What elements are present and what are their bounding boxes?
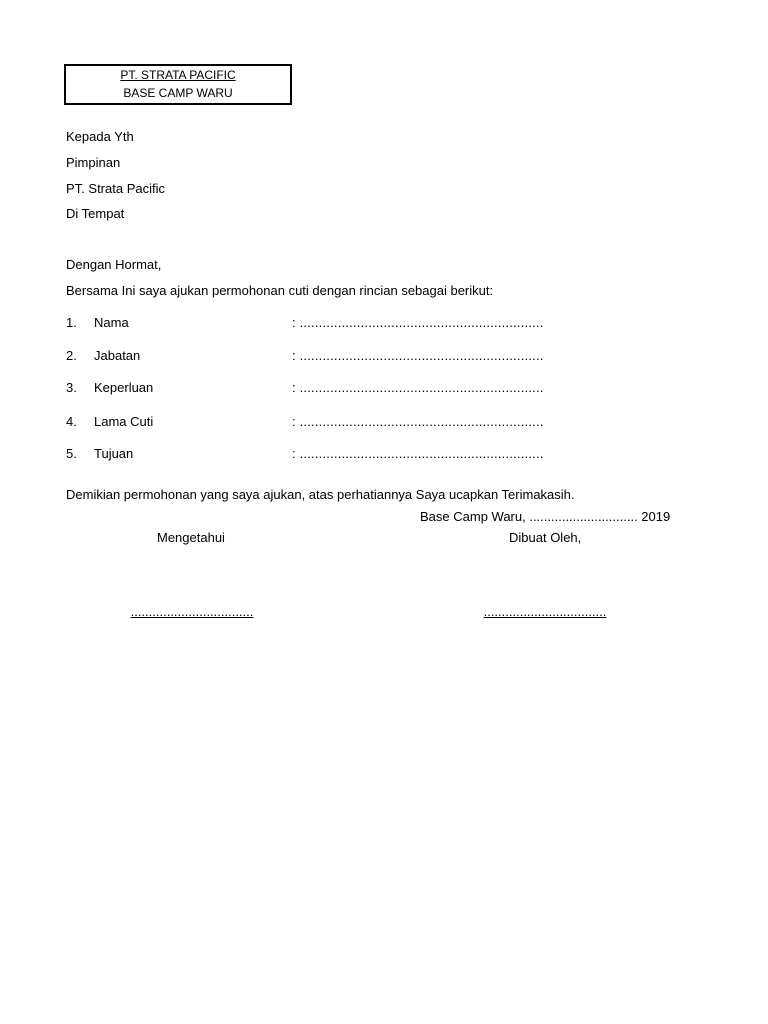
recipient-line-1: Kepada Yth: [66, 129, 134, 144]
field-label-keperluan: Keperluan: [94, 380, 154, 395]
place-date-line: Base Camp Waru, .............................. 2019: [420, 509, 671, 524]
company-name: PT. STRATA PACIFIC: [120, 68, 236, 82]
field-label-nama: Nama: [94, 315, 129, 330]
greeting: Dengan Hormat,: [66, 257, 162, 272]
field-fill-lama-cuti: : ................................................................: [292, 414, 544, 429]
closing-paragraph: Demikian permohonan yang saya ajukan, atas perhatiannya Saya ucapkan Terimakasih.: [66, 487, 575, 502]
field-number: 4.: [66, 414, 77, 429]
field-fill-keperluan: : ................................................................: [292, 380, 544, 395]
field-label-lama-cuti: Lama Cuti: [94, 414, 154, 429]
recipient-line-4: Di Tempat: [66, 206, 125, 221]
made-by-label: Dibuat Oleh,: [509, 530, 582, 545]
signature-line-left: ..................................: [130, 604, 254, 619]
field-fill-tujuan: : ................................................................: [292, 446, 544, 461]
recipient-line-3: PT. Strata Pacific: [66, 181, 165, 196]
field-number: 3.: [66, 380, 77, 395]
field-number: 2.: [66, 348, 77, 363]
field-fill-jabatan: : ................................................................: [292, 348, 544, 363]
field-label-tujuan: Tujuan: [94, 446, 134, 461]
recipient-line-2: Pimpinan: [66, 155, 121, 170]
letterhead-box: [64, 64, 292, 105]
field-number: 1.: [66, 315, 77, 330]
field-fill-nama: : ................................................................: [292, 315, 544, 330]
signature-line-right: ..................................: [483, 604, 607, 619]
field-label-jabatan: Jabatan: [94, 348, 141, 363]
field-number: 5.: [66, 446, 77, 461]
acknowledged-by-label: Mengetahui: [157, 530, 225, 545]
base-camp-name: BASE CAMP WARU: [123, 86, 233, 100]
intro-paragraph: Bersama Ini saya ajukan permohonan cuti dengan rincian sebagai berikut:: [66, 283, 494, 298]
